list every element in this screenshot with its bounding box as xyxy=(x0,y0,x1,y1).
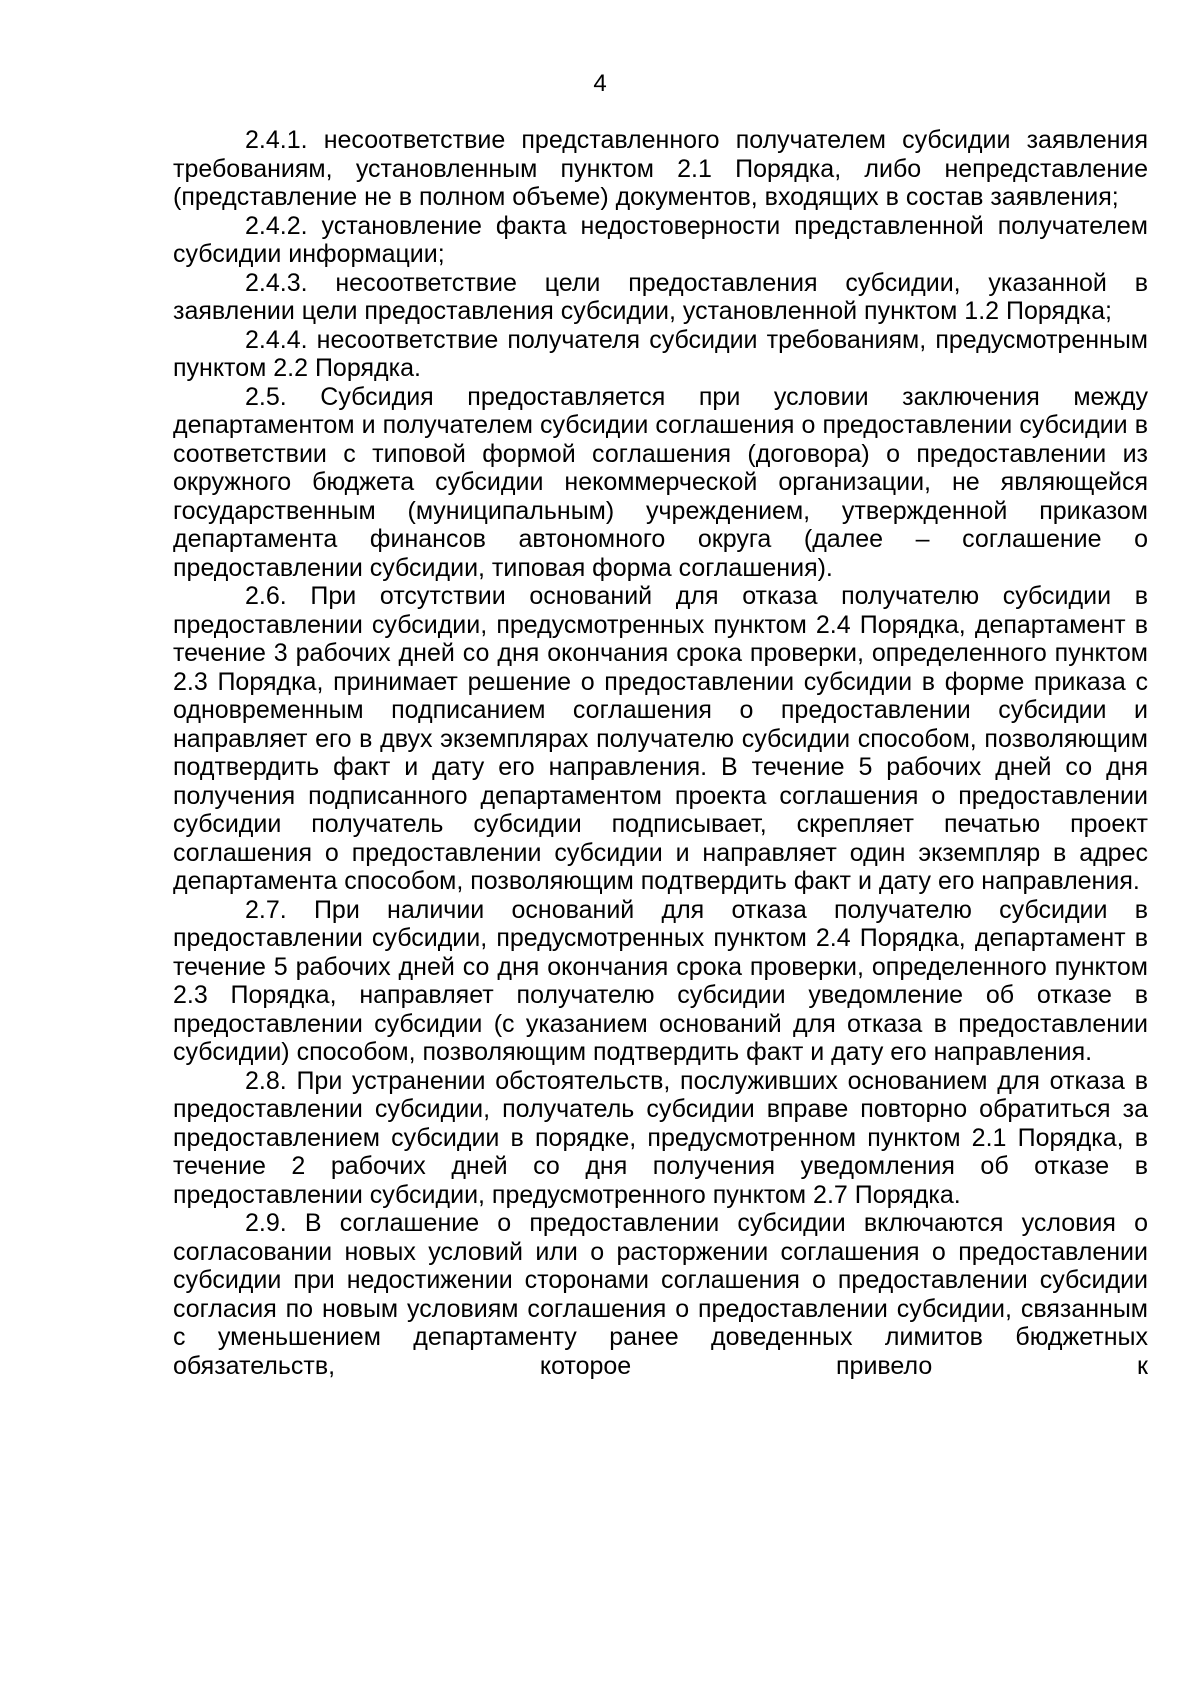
paragraph-2-9: 2.9. В соглашение о предоставлении субсидии включаются условия о согласовании новых условий или о расторжении соглашения о предоставлении субсидии при недостижении сторонами соглашения о предоставлении субсидии согласия по новым условиям соглашения о предоставлении субсидии, связанным с уменьшением департаменту ранее доведенных лимитов бюджетных обязательств, которое привело к xyxy=(173,1209,1148,1380)
document-body xyxy=(173,126,1148,1380)
paragraph-2-8: 2.8. При устранении обстоятельств, послуживших основанием для отказа в предоставлении субсидии, получатель субсидии вправе повторно обратиться за предоставлением субсидии в порядке, предусмотренном пунктом 2.1 Порядка, в течение 2 рабочих дней со дня получения уведомления об отказе в предоставлении субсидии, предусмотренного пунктом 2.7 Порядка. xyxy=(173,1066,1148,1209)
paragraph-2-5: 2.5. Субсидия предоставляется при условии заключения между департаментом и получателем субсидии соглашения о предоставлении субсидии в соответствии с типовой формой соглашения (договора) о предоставлении из окружного бюджета субсидии некоммерческой организации, не являющейся государственным (муниципальным) учреждением, утвержденной приказом департамента финансов автономного округа (далее – соглашение о предоставлении субсидии, типовая форма соглашения). xyxy=(173,382,1148,582)
paragraph-2-6: 2.6. При отсутствии оснований для отказа получателю субсидии в предоставлении субсидии, предусмотренных пунктом 2.4 Порядка, департамент в течение 3 рабочих дней со дня окончания срока проверки, определенного пунктом 2.3 Порядка, принимает решение о предоставлении субсидии в форме приказа с одновременным подписанием соглашения о предоставлении субсидии и направляет его в двух экземплярах получателю субсидии способом, позволяющим подтвердить факт и дату его направления. В течение 5 рабочих дней со дня получения подписанного департаментом проекта соглашения о предоставлении субсидии получатель субсидии подписывает, скрепляет печатью проект соглашения о предоставлении субсидии и направляет один экземпляр в адрес департамента способом, позволяющим подтвердить факт и дату его направления. xyxy=(173,582,1148,895)
paragraph-2-7: 2.7. При наличии оснований для отказа получателю субсидии в предоставлении субсидии, предусмотренных пунктом 2.4 Порядка, департамент в течение 5 рабочих дней со дня окончания срока проверки, определенного пунктом 2.3 Порядка, направляет получателю субсидии уведомление об отказе в предоставлении субсидии (с указанием оснований для отказа в предоставлении субсидии) способом, позволяющим подтвердить факт и дату его направления. xyxy=(173,895,1148,1066)
paragraph-2-4-1: 2.4.1. несоответствие представленного получателем субсидии заявления требованиям, установленным пунктом 2.1 Порядка, либо непредставление (представление не в полном объеме) документов, входящих в состав заявления; xyxy=(173,126,1148,211)
paragraph-2-4-4: 2.4.4. несоответствие получателя субсидии требованиям, предусмотренным пунктом 2.2 Порядка. xyxy=(173,325,1148,382)
paragraph-2-4-3: 2.4.3. несоответствие цели предоставления субсидии, указанной в заявлении цели предоставления субсидии, установленной пунктом 1.2 Порядка; xyxy=(173,268,1148,325)
page-number: 4 xyxy=(593,70,607,97)
paragraph-2-4-2: 2.4.2. установление факта недостоверности представленной получателем субсидии информации; xyxy=(173,211,1148,268)
